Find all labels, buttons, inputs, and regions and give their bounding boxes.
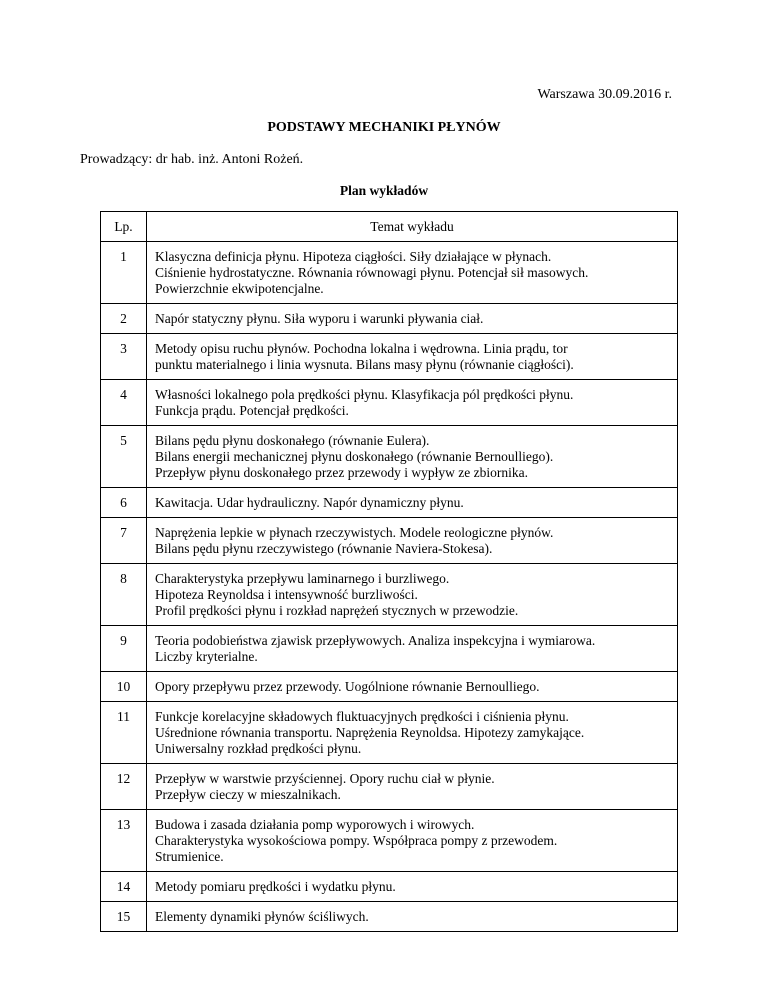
table-row [101, 902, 678, 932]
lecture-topic-line: Teoria podobieństwa zjawisk przepływowych. Analiza inspekcyjna i wymiarowa. [155, 633, 596, 648]
lecture-topic-line: Uniwersalny rozkład prędkości płynu. [155, 741, 362, 756]
lecture-topic-line: Własności lokalnego pola prędkości płynu. Klasyfikacja pól prędkości płynu. [155, 387, 574, 402]
lecture-topic-line: Uśrednione równania transportu. Naprężenia Reynoldsa. Hipotezy zamykające. [155, 725, 585, 740]
lecture-topic-line: Profil prędkości płynu i rozkład naprężeń stycznych w przewodzie. [155, 603, 519, 618]
lecture-topic-line: Hipoteza Reynoldsa i intensywność burzliwości. [155, 587, 418, 602]
lecture-topic-line: Bilans pędu płynu rzeczywistego (równanie Naviera-Stokesa). [155, 541, 493, 556]
lecture-number: 11 [101, 702, 147, 764]
lecture-topic [147, 626, 678, 672]
lecture-topic-line: Budowa i zasada działania pomp wyporowych i wirowych. [155, 817, 475, 832]
lecture-topic [147, 672, 678, 702]
lecture-topic-line: Liczby kryterialne. [155, 649, 258, 664]
table-row [101, 488, 678, 518]
table-row [101, 764, 678, 810]
lecture-topic [147, 334, 678, 380]
lecture-topic-line: Przepływ cieczy w mieszalnikach. [155, 787, 341, 802]
lecture-topic [147, 564, 678, 626]
table-row [101, 702, 678, 764]
lecture-number: 3 [101, 334, 147, 380]
lecture-topic [147, 304, 678, 334]
lecture-topic-line: Funkcje korelacyjne składowych fluktuacyjnych prędkości i ciśnienia płynu. [155, 709, 569, 724]
table-row [101, 626, 678, 672]
table-row [101, 564, 678, 626]
lecture-topic [147, 872, 678, 902]
lecture-number: 7 [101, 518, 147, 564]
lecture-topic-line: punktu materialnego i linia wysnuta. Bilans masy płynu (równanie ciągłości). [155, 357, 574, 372]
lecture-number: 5 [101, 426, 147, 488]
lecture-topic-line: Naprężenia lepkie w płynach rzeczywistych. Modele reologiczne płynów. [155, 525, 554, 540]
table-row [101, 242, 678, 304]
lecture-topic [147, 426, 678, 488]
table-row [101, 334, 678, 380]
table-row [101, 872, 678, 902]
lecture-topic-line: Przepływ płynu doskonałego przez przewody i wypływ ze zbiornika. [155, 465, 529, 480]
table-row [101, 304, 678, 334]
lecture-topic-line: Kawitacja. Udar hydrauliczny. Napór dynamiczny płynu. [155, 495, 464, 510]
document-title: PODSTAWY MECHANIKI PŁYNÓW [267, 120, 501, 135]
lecture-topic-line: Powierzchnie ekwipotencjalne. [155, 281, 324, 296]
lecture-topic-line: Charakterystyka przepływu laminarnego i burzliwego. [155, 571, 450, 586]
table-row [101, 426, 678, 488]
table-body [101, 242, 678, 932]
lecture-number: 6 [101, 488, 147, 518]
table-row [101, 518, 678, 564]
lecture-number: 8 [101, 564, 147, 626]
lecture-number: 1 [101, 242, 147, 304]
lecture-number: 4 [101, 380, 147, 426]
plan-title: Plan wykładów [339, 183, 429, 198]
lecture-plan-table [100, 211, 678, 932]
lecture-number: 9 [101, 626, 147, 672]
lecture-topic-line: Charakterystyka wysokościowa pompy. Współpraca pompy z przewodem. [155, 833, 558, 848]
column-header-topic: Temat wykładu [147, 212, 678, 242]
lecture-number: 12 [101, 764, 147, 810]
table-header-row [101, 212, 678, 242]
lecture-topic [147, 902, 678, 932]
lecture-topic-line: Przepływ w warstwie przyściennej. Opory ruchu ciał w płynie. [155, 771, 495, 786]
table-row [101, 810, 678, 872]
lecture-topic-line: Klasyczna definicja płynu. Hipoteza ciągłości. Siły działające w płynach. [155, 249, 552, 264]
lecture-topic [147, 488, 678, 518]
lecture-topic [147, 242, 678, 304]
lecture-topic-line: Napór statyczny płynu. Siła wyporu i warunki pływania ciał. [155, 311, 484, 326]
lecture-topic-line: Elementy dynamiki płynów ściśliwych. [155, 909, 369, 924]
column-header-lp: Lp. [101, 212, 147, 242]
lecture-topic [147, 702, 678, 764]
document-date: Warszawa 30.09.2016 r. [537, 87, 672, 102]
lecture-number: 14 [101, 872, 147, 902]
lecture-topic-line: Funkcja prądu. Potencjał prędkości. [155, 403, 349, 418]
lecturer-line: Prowadzący: dr hab. inż. Antoni Rożeń. [80, 152, 304, 167]
lecture-number: 2 [101, 304, 147, 334]
lecture-topic-line: Opory przepływu przez przewody. Uogólnione równanie Bernoulliego. [155, 679, 540, 694]
lecture-topic-line: Bilans pędu płynu doskonałego (równanie Eulera). [155, 433, 430, 448]
lecture-topic-line: Bilans energii mechanicznej płynu doskonałego (równanie Bernoulliego). [155, 449, 554, 464]
lecture-topic-line: Metody pomiaru prędkości i wydatku płynu. [155, 879, 396, 894]
lecture-topic-line: Metody opisu ruchu płynów. Pochodna lokalna i wędrowna. Linia prądu, tor [155, 341, 568, 356]
table-row [101, 672, 678, 702]
lecture-topic [147, 764, 678, 810]
lecture-number: 15 [101, 902, 147, 932]
lecture-topic [147, 380, 678, 426]
lecture-topic [147, 810, 678, 872]
table-row [101, 380, 678, 426]
lecture-number: 13 [101, 810, 147, 872]
lecture-number: 10 [101, 672, 147, 702]
lecture-topic-line: Strumienice. [155, 849, 224, 864]
lecture-topic [147, 518, 678, 564]
lecture-topic-line: Ciśnienie hydrostatyczne. Równania równowagi płynu. Potencjał sił masowych. [155, 265, 589, 280]
